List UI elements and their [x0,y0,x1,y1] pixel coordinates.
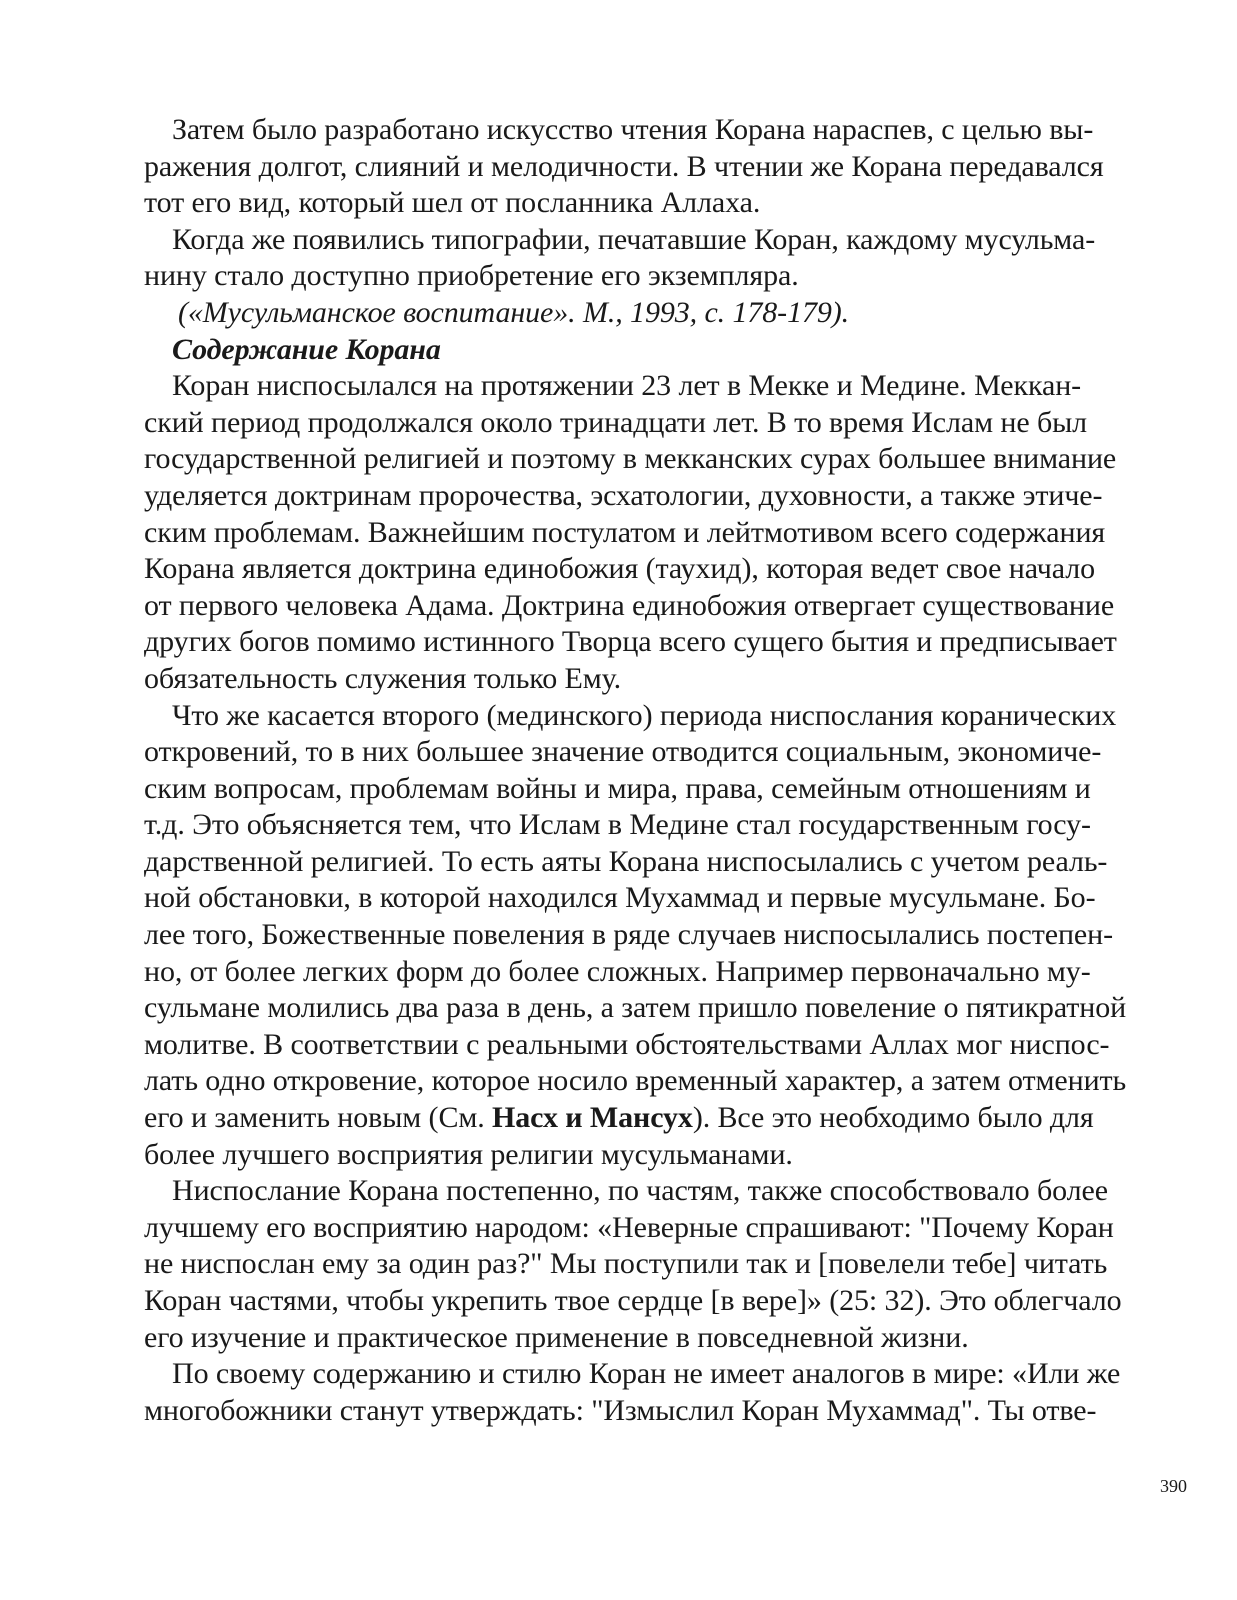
text-line: многобожники станут утверждать: "Измыслил Коран Мухаммад". Ты отве- [144,1393,1097,1427]
page-number: 390 [1160,1476,1187,1496]
text-line: Когда же появились типографии, печатавшие Коран, каждому мусульма- [172,222,1096,256]
text-line: нину стало доступно приобретение его экземпляра. [144,259,799,293]
source-citation: («Мусульманское воспитание». М., 1993, с. 178-179). [178,295,850,329]
text-line: обязательность служения только Ему. [144,661,621,695]
text-line: уделяется доктринам пророчества, эсхатологии, духовности, а также этиче- [144,478,1103,512]
text-line: Ниспослание Корана постепенно, по частям, также способствовало более [172,1174,1108,1208]
text-line: ражения долгот, слияний и мелодичности. В чтении же Корана передавался [144,149,1104,183]
text-line: Что же касается второго (мединского) периода ниспослания коранических [172,698,1117,732]
text-line: сульмане молились два раза в день, а затем пришло повеление о пятикратной [144,991,1127,1025]
text-line: молитве. В соответствии с реальными обстоятельствами Аллах мог ниспос- [144,1027,1110,1061]
text-line: Коран частями, чтобы укрепить твое сердце [в вере]» (25: 32). Это облегчало [144,1284,1122,1317]
text-line: ским проблемам. Важнейшим постулатом и лейтмотивом всего содержания [144,515,1106,549]
text-line: По своему содержанию и стилю Коран не имеет аналогов в мире: «Или же [172,1357,1121,1391]
text-line: его изучение и практическое применение в повседневной жизни. [144,1320,969,1354]
text-line: ский период продолжался около тринадцати лет. В то время Ислам не был [144,405,1088,439]
text-line: Коран ниспосылался на протяжении 23 лет в Мекке и Медине. Меккан- [172,369,1082,403]
body-text [144,112,1196,1429]
cross-reference: Насх и Мансух [492,1101,693,1135]
text-line: государственной религией и поэтому в мекканских сурах большее внимание [144,442,1117,476]
text-line: дарственной религией. То есть аяты Корана ниспосылались с учетом реаль- [144,844,1108,878]
text-line: лать одно откровение, которое носило временный характер, а затем отменить [144,1064,1127,1098]
section-heading: Содержание Корана [172,332,441,366]
text-line: Затем было разработано искусство чтения Корана нараспев, с целью вы- [172,113,1094,146]
text-line: не ниспослан ему за один раз?" Мы поступили так и [повелели тебе] читать [144,1247,1108,1281]
text-line-with-reference [144,1100,1196,1137]
text-line: откровений, то в них большее значение отводится социальным, экономиче- [144,735,1102,769]
text-line: тот его вид, который шел от посланника Аллаха. [144,186,761,220]
text-segment: его и заменить новым (См. [144,1101,493,1135]
text-line: Корана является доктрина единобожия (таухид), которая ведет свое начало [144,552,1095,586]
text-line: лее того, Божественные повеления в ряде случаев ниспосылались постепен- [144,918,1113,952]
text-line: но, от более легких форм до более сложных. Например первоначально му- [144,954,1091,988]
text-line: от первого человека Адама. Доктрина единобожия отвергает существование [144,588,1115,622]
text-line: ским вопросам, проблемам войны и мира, права, семейным отношениям и [144,771,1091,805]
text-line: ной обстановки, в которой находился Мухаммад и первые мусульмане. Бо- [144,881,1096,915]
text-segment: ). Все это необходимо было для [692,1101,1094,1135]
text-line: т.д. Это объясняется тем, что Ислам в Медине стал государственным госу- [144,808,1091,842]
text-line: более лучшего восприятия религии мусульманами. [144,1137,793,1171]
text-line: других богов помимо истинного Творца всего сущего бытия и предписывает [144,625,1117,659]
text-line: лучшему его восприятию народом: «Неверные спрашивают: "Почему Коран [144,1210,1114,1244]
